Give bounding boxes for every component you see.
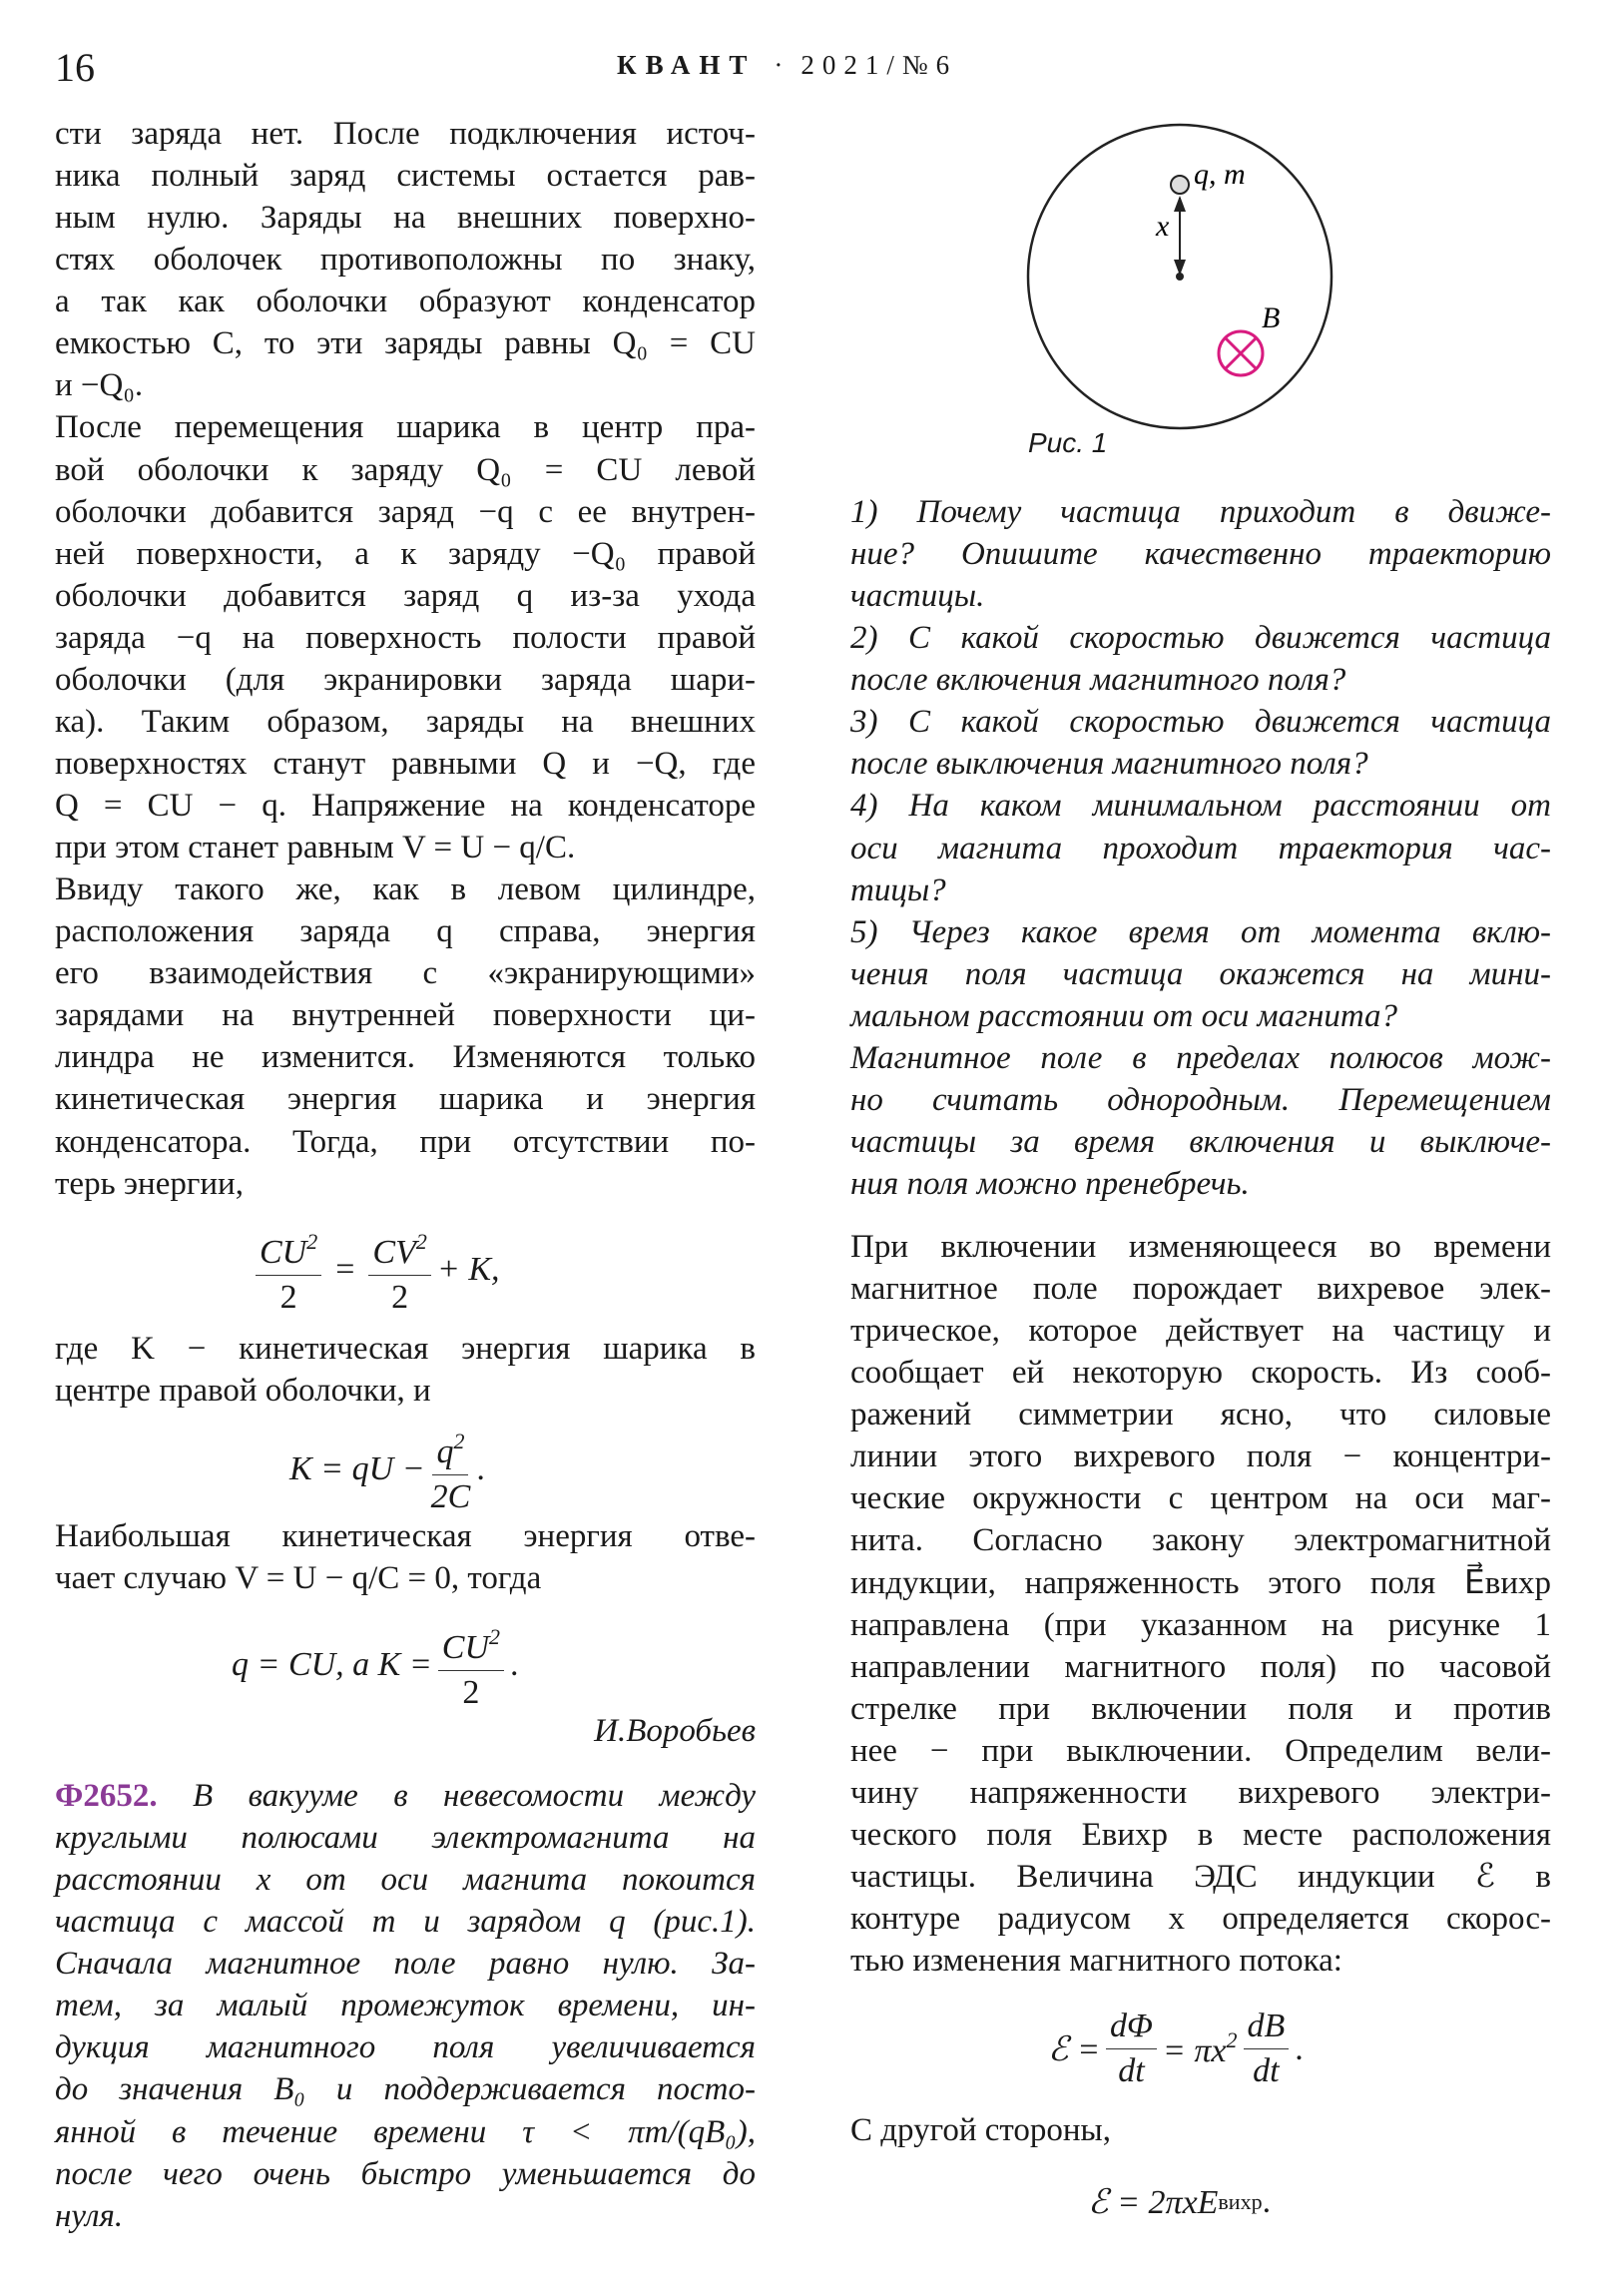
numerator: CU [260,1234,307,1271]
period: . [1295,2029,1304,2067]
text-line: до значения B₀ и поддерживается посто- [55,2071,756,2108]
text-other-side [850,2109,1551,2151]
text-line: Ввиду такого же, как в левом цилиндре, [55,871,756,908]
solution-text-previous [55,113,756,1205]
text-line: частицы за время включения и выключе- [850,1123,1551,1160]
magazine-title: КВАНТ [617,50,757,80]
text-line: индукции, напряженность этого поля E⃗вихр [850,1564,1551,1601]
text-line: нуля. [55,2197,124,2234]
text-line: вой оболочки к заряду Q₀ = CU левой [55,451,756,488]
text-line: оболочки (для экранировки заряда шари- [55,661,756,698]
text-line: После перемещения шарика в центр пра- [55,409,756,446]
numerator: q [436,1434,454,1470]
text-line: оболочки добавится заряд −q с ее внутрен- [55,493,756,530]
numerator: CU [441,1629,490,1666]
text-line: центре правой оболочки, и [55,1373,431,1410]
text-line: стях оболочек противоположны по знаку, [55,242,756,279]
text-line: заряда −q на поверхность полости правой [55,619,756,656]
distance-label: x [1156,210,1170,243]
text-line: тью изменения магнитного потока: [850,1943,1342,1980]
text-line: после чего очень быстро уменьшается до [55,2155,756,2192]
text-line: ческого поля Eвихр в месте расположения [850,1816,1551,1853]
running-header [617,50,957,81]
text-line: после включения магнитного поля? [850,662,1346,699]
text-line: чает случаю V = U − q/C = 0, тогда [55,1560,542,1597]
formula-lhs: q = CU, а K = [232,1646,432,1683]
formula-result [232,1615,519,1715]
text-line: направлена (при указанном на рисунке 1 [850,1606,1551,1643]
text-line: сти заряда нет. После подключения источ- [55,116,756,152]
text-line: С другой стороны, [850,2112,1111,2148]
text-line: и −Q₀. [55,367,144,404]
text-line: нита. Согласно закону электромагнитной [850,1522,1551,1559]
numerator: CV [372,1234,416,1271]
equals: = [335,1251,355,1288]
text-line: емкостью C, то эти заряды равны Q₀ = CU [55,325,756,362]
formula-energy-balance [250,1220,500,1320]
field-label: B [1262,301,1281,334]
period: . [1262,2183,1272,2220]
text-line: расстоянии x от оси магнита покоится [55,1862,756,1899]
denominator: dt [1253,2052,1280,2089]
text-line: При включении изменяющееся во времени [850,1229,1551,1265]
exponent: 2 [306,1229,318,1254]
text-line-content: В вакууме в невесомости между [193,1778,756,1814]
exponent: 2 [1226,2027,1238,2052]
text-line: ражений симметрии ясно, что силовые [850,1397,1551,1434]
formula-emf [1048,2005,1304,2093]
text-line: 2) С какой скоростью движется частица [850,620,1551,657]
text-line: но считать однородным. Перемещением [850,1081,1551,1118]
formula-lhs: ℰ = 2πxE [1088,2184,1219,2221]
text-line: частицы. [850,578,985,615]
text-line: 5) Через какое время от момента вклю- [850,913,1551,950]
text-line: тем, за малый промежуток времени, ин- [55,1988,756,2024]
author-signature: И.Воробьев [594,1713,756,1749]
text-k-definition [55,1328,756,1412]
text-line: чения поля частица окажется на мини- [850,955,1551,992]
text-line: линдра не изменится. Изменяются только [55,1039,756,1076]
text-line: 3) С какой скоростью движется частица [850,704,1551,741]
text-line: частица с массой m и зарядом q (рис.1). [55,1904,756,1941]
text-line: чину напряженности вихревого электри- [850,1774,1551,1811]
figure-caption: Рис. 1 [1028,427,1108,458]
text-line: 1) Почему частица приходит в движе- [850,494,1551,530]
text-line: трическое, которое действует на частицу и [850,1313,1551,1350]
text-line: ческие окружности с центром на оси маг- [850,1480,1551,1517]
text-line: оболочки добавится заряд q из-за ухода [55,577,756,614]
text-line: Сначала магнитное поле равно нулю. За- [55,1946,756,1983]
particle-label: q, m [1194,158,1246,191]
text-line: оси магнита проходит траектория час- [850,830,1551,866]
denominator: dt [1118,2052,1145,2089]
arrow-head-up [1174,196,1186,212]
text-line: ка). Таким образом, заряды на внешних [55,703,756,740]
text-line: ние? Опишите качественно траекторию [850,536,1551,573]
text-line: мальном расстоянии от оси магнита? [850,997,1398,1034]
problem-number: Ф2652. [55,1778,158,1814]
text-line: расположения заряда q справа, энергия [55,913,756,950]
text-line: 4) На каком минимальном расстоянии от [850,788,1551,825]
text-line: тицы? [850,871,946,908]
text-line: круглыми полюсами электромагнита на [55,1820,756,1857]
text-line: ней поверхности, а к заряду −Q₀ правой [55,535,756,572]
text-line: ния поля можно пренебречь. [850,1166,1250,1202]
exponent: 2 [453,1429,465,1453]
text-line: ным нулю. Заряды на внешних поверхно- [55,200,756,237]
text-line: ника полный заряд системы остается рав- [55,158,756,195]
text-line: кинетическая энергия шарика и энергия [55,1081,756,1118]
solution-text [850,1226,1551,1982]
exponent: 2 [415,1229,427,1254]
subscript: вихр [1218,2189,1263,2214]
text-line: дукция магнитного поля увеличивается [55,2029,756,2066]
text-line [55,1775,756,1817]
field-into-page-icon [1219,331,1263,375]
problem-statement [55,1775,756,2237]
numerator: dB [1244,2005,1290,2049]
text-line: магнитное поле порождает вихревое элек- [850,1271,1551,1308]
period: . [510,1646,519,1683]
period: . [476,1450,485,1487]
formula-kinetic-energy [289,1420,485,1519]
numerator: dΦ [1106,2005,1157,2049]
text-line: контуре радиусом x определяется скорос- [850,1901,1551,1937]
formula-tail: + K, [436,1251,500,1288]
separator: · [774,50,784,80]
text-line: сообщает ей некоторую скорость. Из сооб- [850,1355,1551,1392]
denominator: 2 [462,1674,480,1711]
text-line: а так как оболочки образуют конденсатор [55,284,756,320]
text-line: янной в течение времени τ < πm/(qB₀), [55,2113,756,2150]
text-line: его взаимодействия с «экранирующими» [55,955,756,992]
text-line: при этом станет равным V = U − q/C. [55,830,576,866]
particle-icon [1171,176,1189,194]
text-line: Q = CU − q. Напряжение на конденсаторе [55,788,756,824]
problem-questions [850,491,1551,1205]
denominator: 2 [279,1279,297,1316]
formula-middle: = πx [1162,2032,1227,2069]
text-line: терь энергии, [55,1165,244,1202]
text-line: после выключения магнитного поля? [850,746,1368,783]
text-line: поверхностях станут равными Q и −Q, где [55,745,756,782]
text-line: нее − при выключении. Определим вели- [850,1732,1551,1769]
formula-emf-circulation [1088,2182,1271,2222]
text-max-energy [55,1515,756,1599]
exponent: 2 [489,1624,501,1649]
denominator: 2 [391,1279,409,1316]
text-line: направлении магнитного поля) по часовой [850,1648,1551,1685]
page-number: 16 [55,45,95,90]
formula-lhs: ℰ = [1048,2030,1101,2068]
figure-1 [998,100,1377,439]
text-line: частицы. Величина ЭДС индукции ℰ в [850,1858,1551,1895]
text-line: Магнитное поле в пределах полюсов мож- [850,1039,1551,1076]
denominator: 2C [430,1478,471,1515]
formula-lhs: K = qU − [289,1450,425,1487]
text-line: стрелке при включении поля и против [850,1690,1551,1727]
text-line: конденсатора. Тогда, при отсутствии по- [55,1123,756,1160]
text-line: Наибольшая кинетическая энергия отве- [55,1518,756,1554]
issue-number: 2021/№6 [800,50,958,80]
text-line: где K − кинетическая энергия шарика в [55,1331,756,1367]
text-line: линии этого вихревого поля − концентри- [850,1438,1551,1475]
text-line: зарядами на внутренней поверхности ци- [55,997,756,1034]
magnet-axis-dot [1176,273,1184,281]
